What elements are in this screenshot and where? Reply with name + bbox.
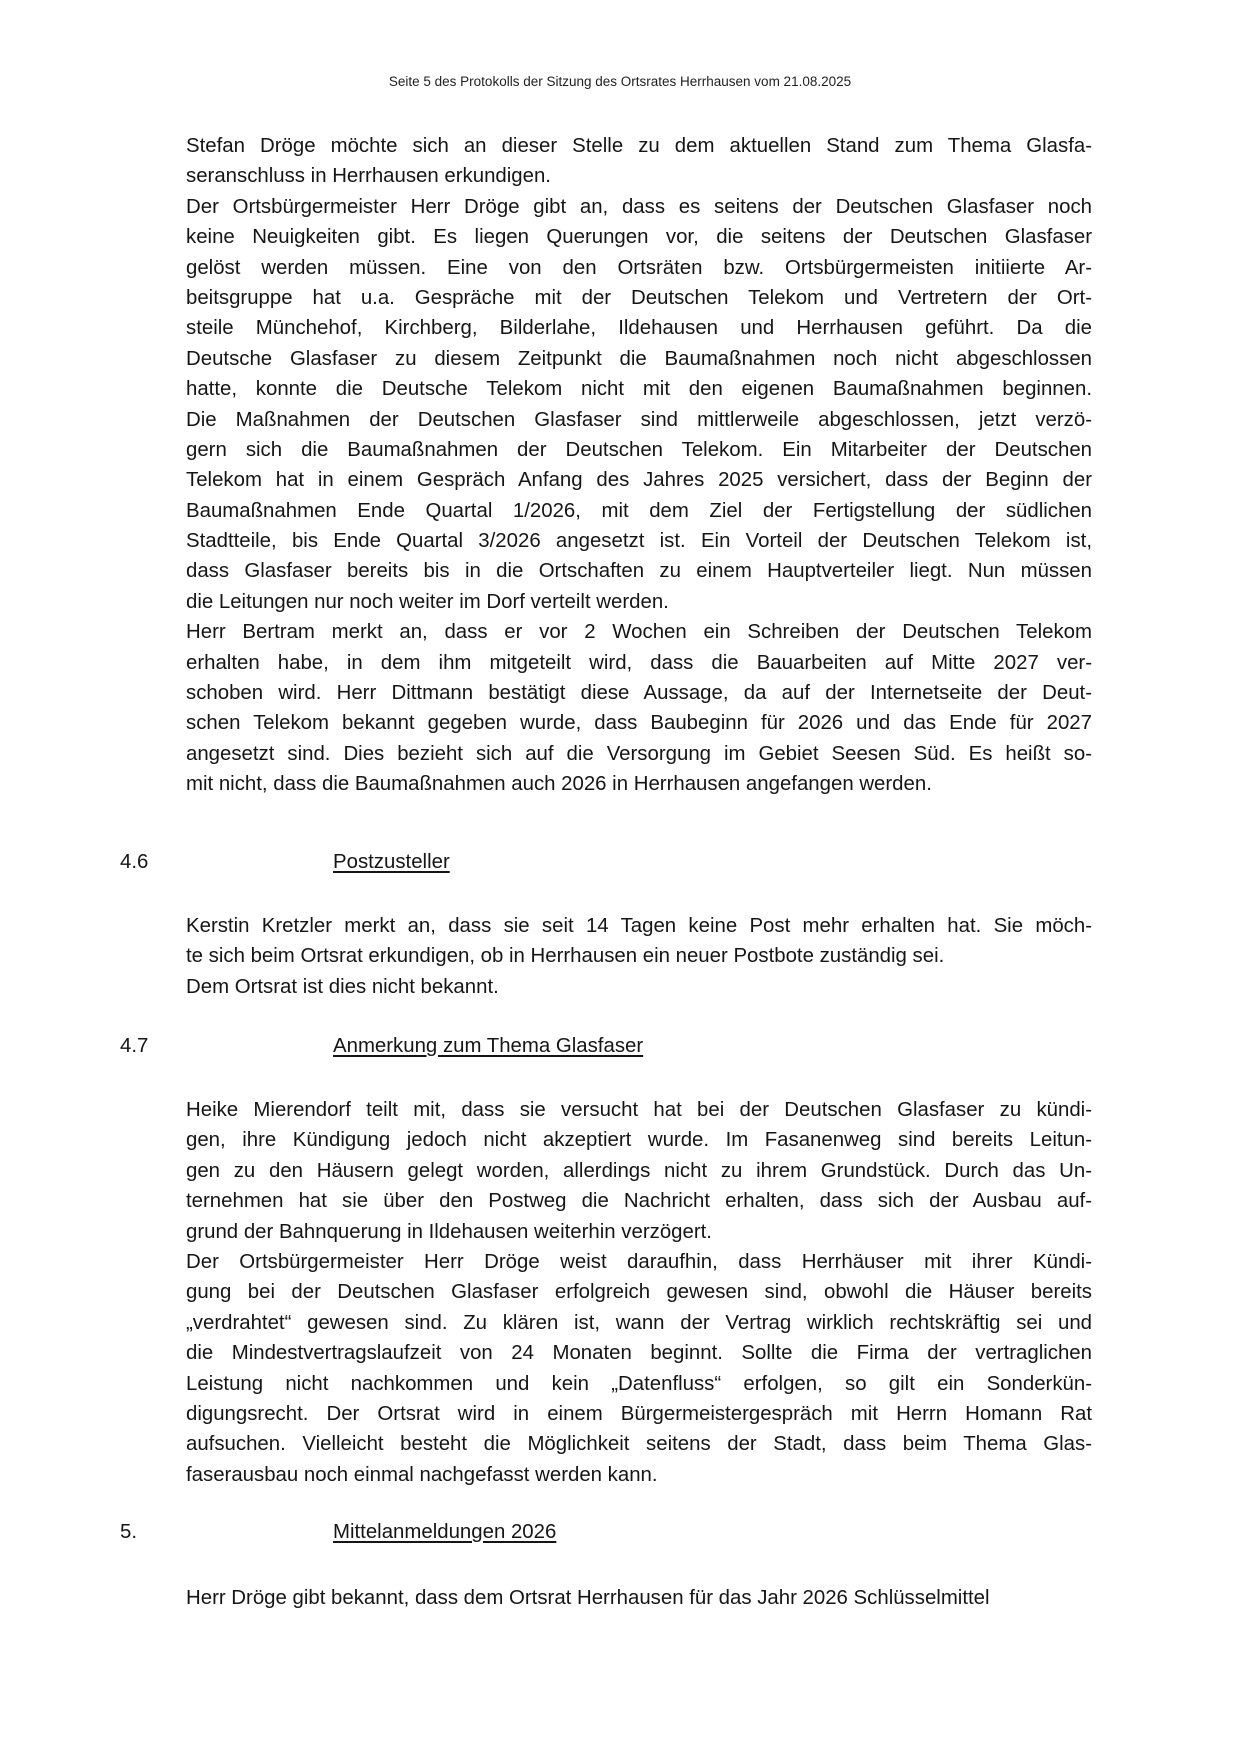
text-line: gern sich die Baumaßnahmen der Deutschen Telekom. Ein Mitarbeiter der Deutschen [186, 438, 1092, 461]
text-line: Leistung nicht nachkommen und kein „Datenfluss“ erfolgen, so gilt ein Sonderkün- [186, 1372, 1092, 1395]
section-4-7-body [186, 1095, 1092, 1490]
text-line: gen zu den Häusern gelegt worden, allerdings nicht zu ihrem Grundstück. Durch das Un- [186, 1159, 1092, 1182]
section-title: Postzusteller [333, 851, 450, 873]
text-line: Baumaßnahmen Ende Quartal 1/2026, mit dem Ziel der Fertigstellung der südlichen [186, 499, 1092, 522]
section-5-body [186, 1583, 1092, 1613]
text-line: Dem Ortsrat ist dies nicht bekannt. [186, 975, 499, 998]
text-line: keine Neuigkeiten gibt. Es liegen Querungen vor, die seitens der Deutschen Glasfaser [186, 226, 1092, 249]
section-title: Mittelanmeldungen 2026 [333, 1521, 557, 1543]
text-line: mit nicht, dass die Baumaßnahmen auch 2026 in Herrhausen angefangen werden. [186, 773, 932, 796]
section-4-6-body [186, 911, 1092, 1002]
text-line: die Leitungen nur noch weiter im Dorf verteilt werden. [186, 590, 669, 613]
text-line: Heike Mierendorf teilt mit, dass sie versucht hat bei der Deutschen Glasfaser zu kündi- [186, 1099, 1092, 1121]
text-line: Telekom hat in einem Gespräch Anfang des Jahres 2025 versichert, dass der Beginn der [186, 469, 1092, 492]
text-line: gung bei der Deutschen Glasfaser erfolgreich gewesen sind, obwohl die Häuser bereits [186, 1281, 1092, 1304]
text-line: Die Maßnahmen der Deutschen Glasfaser sind mittlerweile abgeschlossen, jetzt verzö- [186, 408, 1092, 431]
text-line: aufsuchen. Vielleicht besteht die Möglichkeit seitens der Stadt, dass beim Thema Glas- [186, 1433, 1092, 1456]
text-line: Der Ortsbürgermeister Herr Dröge weist daraufhin, dass Herrhäuser mit ihrer Kündi- [186, 1250, 1092, 1273]
text-line: angesetzt sind. Dies bezieht sich auf die Versorgung im Gebiet Seesen Süd. Es heißt so- [186, 742, 1092, 765]
text-line: erhalten habe, in dem ihm mitgeteilt wird, dass die Bauarbeiten auf Mitte 2027 ver- [186, 651, 1092, 674]
text-line: Kerstin Kretzler merkt an, dass sie seit 14 Tagen keine Post mehr erhalten hat. Sie möch- [186, 915, 1092, 937]
text-line: ternehmen hat sie über den Postweg die Nachricht erhalten, dass sich der Ausbau auf- [186, 1190, 1092, 1213]
text-line: Herr Dröge gibt bekannt, dass dem Ortsrat Herrhausen für das Jahr 2026 Schlüsselmittel [186, 1587, 990, 1609]
text-line: schen Telekom bekannt gegeben wurde, dass Baubeginn für 2026 und das Ende für 2027 [186, 712, 1092, 735]
text-line: schoben wird. Herr Dittmann bestätigt diese Aussage, da auf der Internetseite der Deut- [186, 682, 1092, 705]
text-line: Stefan Dröge möchte sich an dieser Stelle zu dem aktuellen Stand zum Thema Glasfa- [186, 135, 1092, 157]
text-line: Herr Bertram merkt an, dass er vor 2 Wochen ein Schreiben der Deutschen Telekom [186, 621, 1092, 644]
text-line: grund der Bahnquerung in Ildehausen weiterhin verzögert. [186, 1220, 712, 1243]
text-line: te sich beim Ortsrat erkundigen, ob in Herrhausen ein neuer Postbote zuständig sei. [186, 945, 945, 968]
section-number: 5. [120, 1521, 138, 1543]
text-line: digungsrecht. Der Ortsrat wird in einem Bürgermeistergespräch mit Herrn Homann Rat [186, 1402, 1092, 1425]
section-title: Anmerkung zum Thema Glasfaser [333, 1035, 644, 1057]
text-line: gelöst werden müssen. Eine von den Ortsräten bzw. Ortsbürgermeisten initiierte Ar- [186, 256, 1092, 279]
text-line: dass Glasfaser bereits bis in die Ortschaften zu einem Hauptverteiler liegt. Nun müssen [186, 560, 1092, 583]
text-line: steile Münchehof, Kirchberg, Bilderlahe, Ildehausen und Herrhausen geführt. Da die [186, 317, 1092, 340]
text-line: „verdrahtet“ gewesen sind. Zu klären ist, wann der Vertrag wirklich rechtskräftig sei und [186, 1311, 1092, 1334]
text-line: die Mindestvertragslaufzeit von 24 Monaten beginnt. Sollte die Firma der vertraglichen [186, 1342, 1092, 1365]
text-line: gen, ihre Kündigung jedoch nicht akzeptiert wurde. Im Fasanenweg sind bereits Leitun- [186, 1129, 1092, 1152]
intro-paragraphs [186, 131, 1092, 800]
text-line: beitsgruppe hat u.a. Gespräche mit der Deutschen Telekom und Vertretern der Ort- [186, 286, 1092, 309]
text-line: hatte, konnte die Deutsche Telekom nicht mit den eigenen Baumaßnahmen beginnen. [186, 378, 1092, 401]
text-line: Der Ortsbürgermeister Herr Dröge gibt an, dass es seitens der Deutschen Glasfaser noch [186, 195, 1092, 218]
text-line: Stadtteile, bis Ende Quartal 3/2026 angesetzt ist. Ein Vorteil der Deutschen Telekom ist, [186, 530, 1092, 553]
section-number: 4.7 [120, 1035, 149, 1057]
section-number: 4.6 [120, 851, 149, 873]
page-header: Seite 5 des Protokolls der Sitzung des Ortsrates Herrhausen vom 21.08.2025 [388, 74, 852, 89]
text-line: Deutsche Glasfaser zu diesem Zeitpunkt die Baumaßnahmen noch nicht abgeschlossen [186, 347, 1092, 370]
text-line: seranschluss in Herrhausen erkundigen. [186, 165, 551, 188]
text-line: faserausbau noch einmal nachgefasst werden kann. [186, 1463, 658, 1486]
